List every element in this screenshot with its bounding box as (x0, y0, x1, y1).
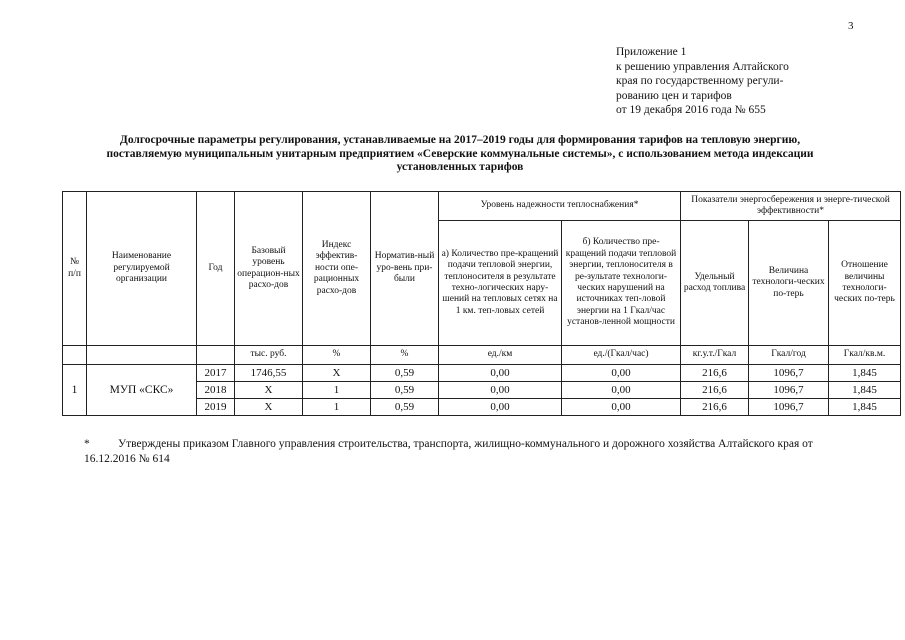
organization-name: МУП «СКС» (87, 365, 197, 416)
document-title (50, 134, 870, 175)
cell-ratio: 1,845 (829, 382, 901, 399)
title-line: Долгосрочные параметры регулирования, устанавливаемые на 2017–2019 годы для формирования тарифов на тепловую энергию, (119, 134, 801, 146)
cell-losses: 1096,7 (749, 382, 829, 399)
cell-index: 1 (303, 399, 371, 416)
title-line: поставляемую муниципальным унитарным предприятием «Северские коммунальные системы», с использованием метода индексации (106, 147, 814, 160)
unit-base: тыс. руб. (235, 346, 303, 365)
header-losses-ratio: Отношение величины технологи-ческих по-терь (829, 221, 901, 346)
footnote (84, 437, 844, 467)
appendix-line: от 19 декабря 2016 года № 655 (616, 104, 766, 117)
header-year: Год (197, 192, 235, 346)
cell-fuel: 216,6 (681, 399, 749, 416)
cell-year: 2017 (197, 365, 235, 382)
header-base-opex: Базовый уровень операцион-ных расхо-дов (235, 192, 303, 346)
header-fuel-rate: Удельный расход топлива (681, 221, 749, 346)
header-reliability-sources: б) Количество пре-кращений подачи тепловой энергии, теплоносителя в ре-зультате технологи-ческих нарушений на источниках теп-ловой энергии на 1 Гкал/час установ-ленной мощности (562, 221, 681, 346)
cell-ratio: 1,845 (829, 365, 901, 382)
cell-year: 2019 (197, 399, 235, 416)
cell-losses: 1096,7 (749, 365, 829, 382)
header-reliability-networks: а) Количество пре-кращений подачи тепловой энергии, теплоносителя в результате техно-логических нару-шений на тепловых сетях на 1 км. теп-ловых сетей (439, 221, 562, 346)
cell-index: 1 (303, 382, 371, 399)
cell-base: Х (235, 399, 303, 416)
cell-norm: 0,59 (371, 382, 439, 399)
parameters-table (62, 191, 901, 416)
unit-rel-a: ед./км (439, 346, 562, 365)
cell-norm: 0,59 (371, 399, 439, 416)
cell-rel-a: 0,00 (439, 399, 562, 416)
cell-norm: 0,59 (371, 365, 439, 382)
unit-losses: Гкал/год (749, 346, 829, 365)
title-line: установленных тарифов (396, 161, 524, 173)
cell-rel-a: 0,00 (439, 365, 562, 382)
header-energy-group: Показатели энергосбережения и энерге-тической эффективности* (681, 192, 901, 221)
unit-fuel: кг.у.т./Гкал (681, 346, 749, 365)
unit-rel-b: ед./(Гкал/час) (562, 346, 681, 365)
appendix-line: края по государственному регули- (616, 75, 784, 88)
cell-losses: 1096,7 (749, 399, 829, 416)
header-num: № п/п (63, 192, 87, 346)
footnote-mark: * (84, 438, 90, 450)
cell-base: 1746,55 (235, 365, 303, 382)
cell-fuel: 216,6 (681, 365, 749, 382)
table-row (63, 365, 901, 382)
appendix-line: к решению управления Алтайского (616, 60, 789, 73)
page-number: 3 (848, 20, 854, 32)
appendix-block (616, 45, 789, 118)
cell-ratio: 1,845 (829, 399, 901, 416)
unit-norm: % (371, 346, 439, 365)
appendix-line: Приложение 1 (616, 46, 687, 58)
cell-index: Х (303, 365, 371, 382)
appendix-line: рованию цен и тарифов (616, 89, 732, 102)
header-normative-profit: Норматив-ный уро-вень при-были (371, 192, 439, 346)
footnote-text: Утверждены приказом Главного управления строительства, транспорта, жилищно-коммунального и дорожного хозяйства Алтайского края от 16.12.2016 № 614 (84, 438, 813, 465)
unit-index: % (303, 346, 371, 365)
header-efficiency-index: Индекс эффектив-ности опе-рационных расхо-дов (303, 192, 371, 346)
unit-ratio: Гкал/кв.м. (829, 346, 901, 365)
cell-base: Х (235, 382, 303, 399)
row-number: 1 (63, 365, 87, 416)
header-org: Наименование регулируемой организации (87, 192, 197, 346)
cell-rel-b: 0,00 (562, 382, 681, 399)
cell-rel-a: 0,00 (439, 382, 562, 399)
cell-rel-b: 0,00 (562, 365, 681, 382)
cell-rel-b: 0,00 (562, 399, 681, 416)
header-reliability-group: Уровень надежности теплоснабжения* (439, 192, 681, 221)
header-tech-losses: Величина технологи-ческих по-терь (749, 221, 829, 346)
cell-year: 2018 (197, 382, 235, 399)
cell-fuel: 216,6 (681, 382, 749, 399)
